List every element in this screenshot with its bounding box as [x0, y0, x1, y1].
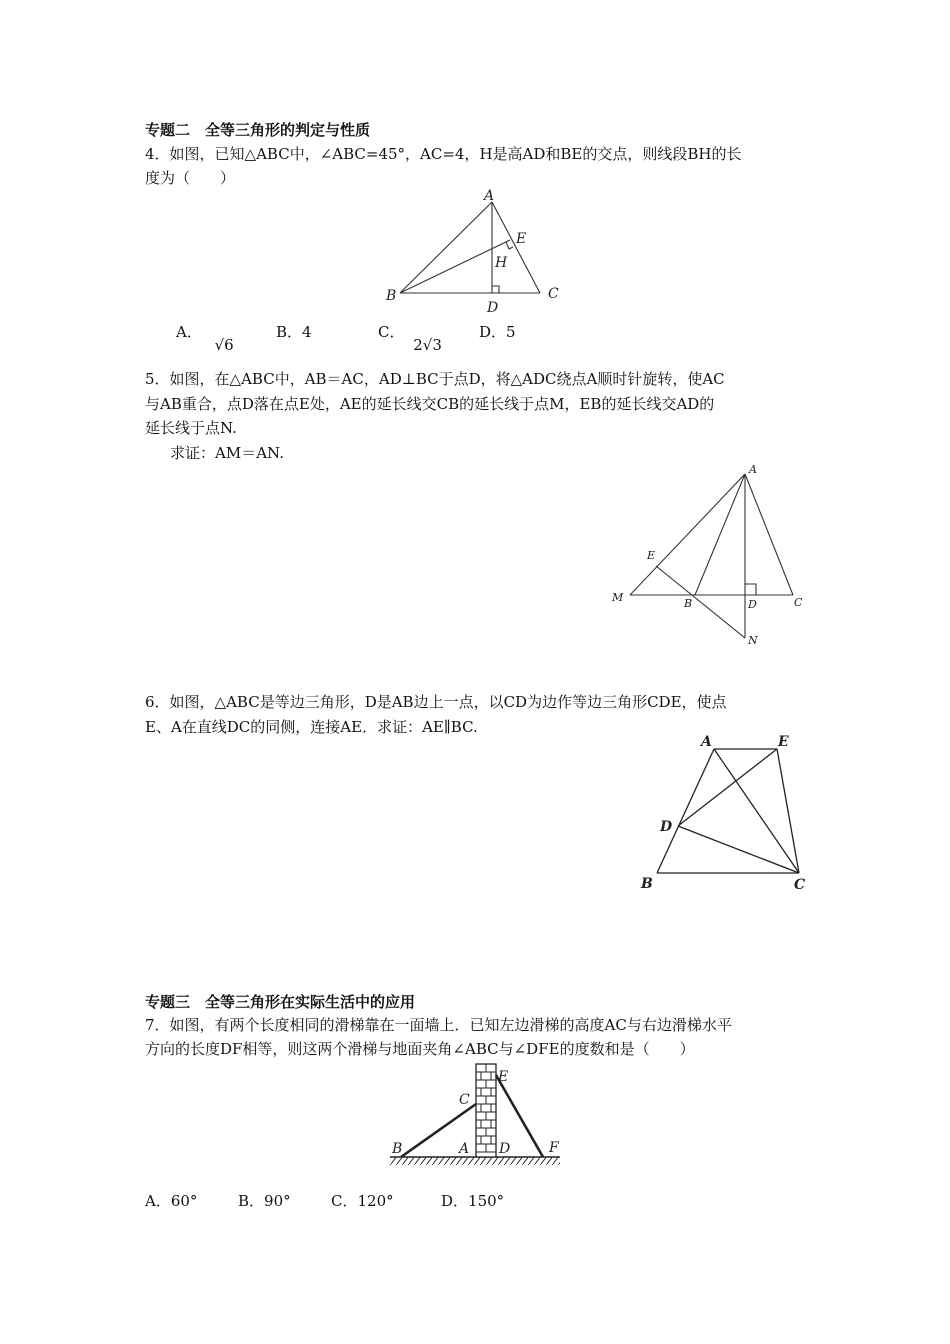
q7-option-a — [145, 1190, 197, 1211]
q5-text-line2: 与AB重合，点D落在点E处，AE的延长线交CB的延长线于点M，EB的延长线交AD的 — [145, 395, 715, 413]
q7-label-a: A — [459, 1141, 470, 1157]
q5-label-a: A — [749, 463, 757, 476]
q6-figure — [636, 733, 816, 895]
q5-segment-ac — [745, 474, 793, 595]
q4-side-ab — [400, 202, 492, 293]
q5-segment-ab — [695, 474, 745, 595]
q5-label-n: N — [748, 634, 758, 647]
q4-right-angle-e — [506, 242, 513, 249]
q4-label-e: E — [516, 231, 527, 247]
section3-title: 专题三 全等三角形在实际生活中的应用 — [145, 993, 416, 1011]
q5-right-angle-d — [745, 584, 756, 595]
q4-right-angle-d — [492, 286, 499, 293]
q5-segment-en — [656, 566, 745, 638]
q6-text-line2: E、A在直线DC的同侧，连接AE．求证：AE∥BC. — [145, 718, 478, 736]
q7-text-line2: 方向的长度DF相等，则这两个滑梯与地面夹角∠ABC与∠DFE的度数和是（ ） — [145, 1040, 695, 1058]
q5-label-e: E — [647, 549, 656, 562]
q4-option-a-value: √6 — [214, 336, 234, 354]
q4-option-b-letter: B． — [276, 323, 303, 341]
q5-figure — [608, 462, 813, 652]
q7-label-c: C — [459, 1092, 470, 1108]
q4-option-b-value: 4 — [302, 323, 312, 341]
q7-figure — [385, 1060, 565, 1170]
q4-option-c-letter: C． — [378, 323, 405, 341]
q4-text-line2: 度为（ ） — [145, 169, 236, 187]
q6-label-c: C — [794, 877, 806, 893]
q5-text-line1: 5．如图，在△ABC中，AB＝AC，AD⊥BC于点D，将△ADC绕点A顺时针旋转，使AC — [145, 370, 725, 388]
q4-label-c: C — [548, 286, 559, 302]
q7-ground — [390, 1157, 560, 1165]
q7-option-d-letter: D． — [441, 1192, 469, 1210]
q4-label-h: H — [495, 255, 508, 271]
q4-option-c — [378, 321, 442, 354]
q7-option-b-value: 90° — [264, 1192, 291, 1210]
q4-text-line1: 4．如图，已知△ABC中，∠ABC=45°，AC=4，H是高AD和BE的交点，则线段BH的长 — [145, 145, 742, 163]
q6-label-d: D — [660, 819, 673, 835]
q4-option-b — [276, 321, 312, 342]
q5-label-b: B — [684, 597, 693, 610]
q4-option-d-letter: D． — [479, 323, 507, 341]
q6-segment-de — [678, 749, 777, 826]
q4-option-d-value: 5 — [506, 323, 516, 341]
section2-title: 专题二 全等三角形的判定与性质 — [145, 121, 371, 139]
q7-label-f: F — [549, 1140, 559, 1156]
q4-side-ac — [492, 202, 540, 293]
q4-figure — [380, 188, 570, 316]
q7-label-e: E — [498, 1069, 509, 1085]
q6-segment-dc — [678, 826, 799, 873]
q7-option-c — [331, 1190, 394, 1211]
q7-option-c-letter: C． — [331, 1192, 358, 1210]
q7-label-d: D — [499, 1141, 511, 1157]
q6-segment-ac — [714, 749, 799, 873]
q5-prove: 求证：AM＝AN. — [170, 444, 284, 462]
q5-label-m: M — [612, 591, 624, 604]
q7-option-a-value: 60° — [170, 1192, 198, 1210]
q4-option-d — [479, 321, 516, 342]
q5-segment-am — [630, 474, 745, 595]
q6-text-line1: 6．如图，△ABC是等边三角形，D是AB边上一点，以CD为边作等边三角形CDE，使点 — [145, 693, 727, 711]
q7-text-line1: 7．如图，有两个长度相同的滑梯靠在一面墙上．已知左边滑梯的高度AC与右边滑梯水平 — [145, 1016, 732, 1034]
q5-label-c: C — [794, 596, 803, 609]
q4-altitude-be — [400, 240, 510, 293]
q7-option-b — [238, 1190, 291, 1211]
q4-option-c-value: 2√3 — [413, 336, 442, 354]
q6-label-e: E — [778, 734, 789, 750]
q4-option-a — [176, 321, 234, 354]
q7-option-d — [441, 1190, 504, 1211]
q6-label-a: A — [701, 734, 712, 750]
q7-option-d-value: 150° — [468, 1192, 505, 1210]
q5-text-line3: 延长线于点N. — [145, 419, 237, 437]
q7-wall — [476, 1064, 496, 1157]
q5-label-d: D — [748, 598, 757, 611]
q4-option-a-letter: A． — [176, 323, 202, 341]
q6-segment-ec — [777, 749, 799, 873]
q7-option-a-letter: A． — [145, 1192, 171, 1210]
q7-label-b: B — [392, 1141, 403, 1157]
q6-segment-ab — [657, 749, 714, 873]
q4-label-d: D — [487, 300, 499, 316]
q4-label-a: A — [484, 188, 495, 204]
q7-option-b-letter: B． — [238, 1192, 265, 1210]
q7-option-c-value: 120° — [357, 1192, 394, 1210]
q4-label-b: B — [386, 288, 397, 304]
q6-label-b: B — [641, 876, 653, 892]
